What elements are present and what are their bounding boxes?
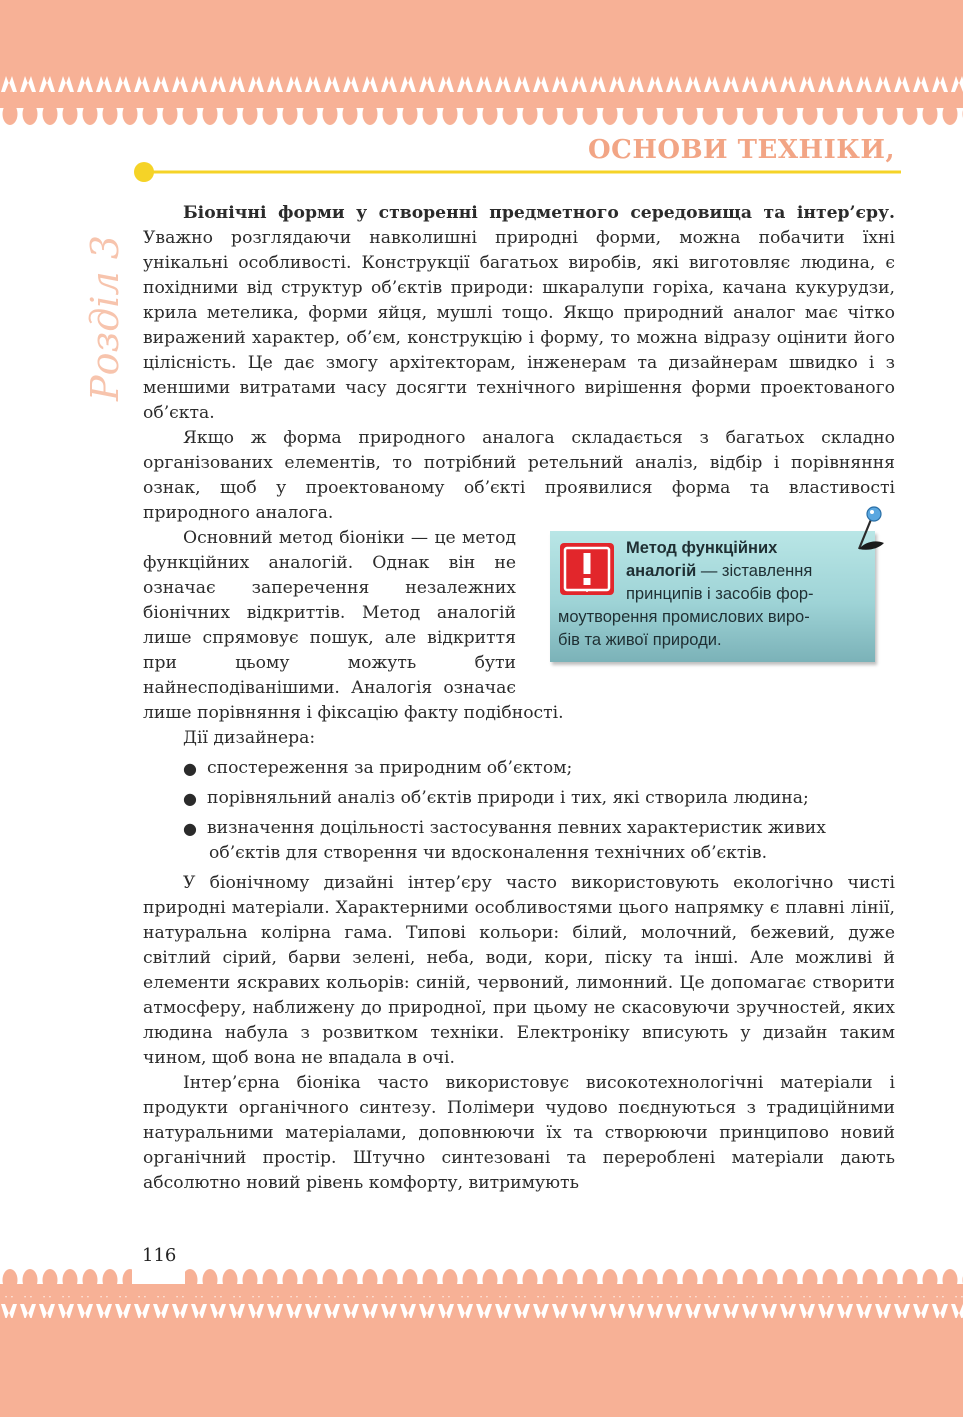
body-text (143, 201, 895, 1196)
paragraph-5: Інтер’єрна біоніка часто використовує високотехнологічні матеріали і продукти органічного синтезу. Полімери чудово поєднуються з традиційними натуральними матеріалами, доповнюючи їх та створюючи принципово новий органічний простір. Штучно синтезовані та перероблені матеріали дають абсолютно новий рівень комфорту, витримують (143, 1073, 895, 1193)
side-chapter-label (82, 235, 128, 401)
designer-actions-list (143, 756, 895, 866)
definition-text: Метод функційних аналогій — зіставлення принципів і засобів фор- моутворення промислових виро- бів та живої природи. (558, 539, 814, 649)
list-item: ● порівняльний аналіз об’єктів природи і тих, які створила людина; (143, 786, 895, 811)
section-title: ОСНОВИ ТЕХНІКИ, (588, 135, 895, 165)
paragraph-3: Основний метод біоніки — це метод функційних аналогій. Однак він не означає заперечення незалежних біонічних відкриттів. Метод аналогій лише спрямовує пошук, але відкриття при цьому можуть бути найнесподіванішими. Аналогія означає лише порівняння і фіксацію факту подібності. (143, 528, 564, 723)
yellow-header-rule (133, 161, 903, 183)
designer-actions-label: Дії дизайнера: (183, 728, 316, 748)
paragraph-1-text: Уважно розглядаючи навколишні природні форми, можна побачити їхні унікальні особливості. Конструкції багатьох виробів, які виготовляє людина, є похідними від структур об’єктів природи: шкаралупи горіха, качана кукурудзи, крила метелика, форми яйця, мушлі тощо. Якщо природний аналог має чітко виражений характер, об’єм, конструкцію і форму, то можна відразу оцінити його цілісність. Це дає змогу архітекторам, інженерам та дизайнерам швидко і з меншими витратами часу досягти технічного вирішення форми проектованого об’єкта. (143, 228, 895, 423)
definition-term: Метод функційних (626, 539, 778, 557)
top-decorative-band (0, 0, 963, 133)
list-item: ● спостереження за природним об’єктом; (143, 756, 895, 781)
side-label-text: Розділ 3 (83, 235, 127, 401)
definition-box (550, 531, 875, 662)
bullet-icon: ● (183, 789, 197, 808)
paragraph-2: Якщо ж форма природного аналога складається з багатьох складно організованих елементів, то потрібний ретельний аналіз, відбір і порівняння ознак, щоб у проектованому об’єкті проявилися форма та властивості природного аналога. (143, 428, 895, 523)
page-number: 116 (142, 1245, 177, 1266)
paragraph-1 (143, 201, 895, 426)
zigzag-pattern-top (0, 72, 963, 94)
bullet-icon: ● (183, 759, 197, 778)
paragraph-1-heading: Біонічні форми у створенні предметного середовища та інтер’єру. (183, 203, 895, 223)
pushpin-icon (850, 505, 894, 555)
scallop-edge-top (0, 108, 963, 133)
paragraph-4: У біонічному дизайні інтер’єру часто використовують екологічно чисті природні матеріали. Характерними особливостями цього напрямку є плавні лінії, натуральна колірна гама. Типові кольори: білий, молочний, бежевий, дуже світлий сірий, барви зелені, неба, води, кори, піску та інші. Але можливі й елементи яскравих кольорів: синій, червоний, лимонний. Це допомагає створити атмосферу, наближену до природної, при цьому не скасовуючи зручностей, яких людина набула з розвитком техніки. Електроніку вписують у дизайн таким чином, щоб вона не впадала в очі. (143, 873, 895, 1068)
list-item: ● визначення доцільності застосування певних характеристик живих об’єктів для створення чи вдосконалення технічних об’єктів. (183, 818, 826, 863)
bullet-icon: ● (183, 819, 197, 838)
bottom-decorative-band (0, 1258, 963, 1417)
